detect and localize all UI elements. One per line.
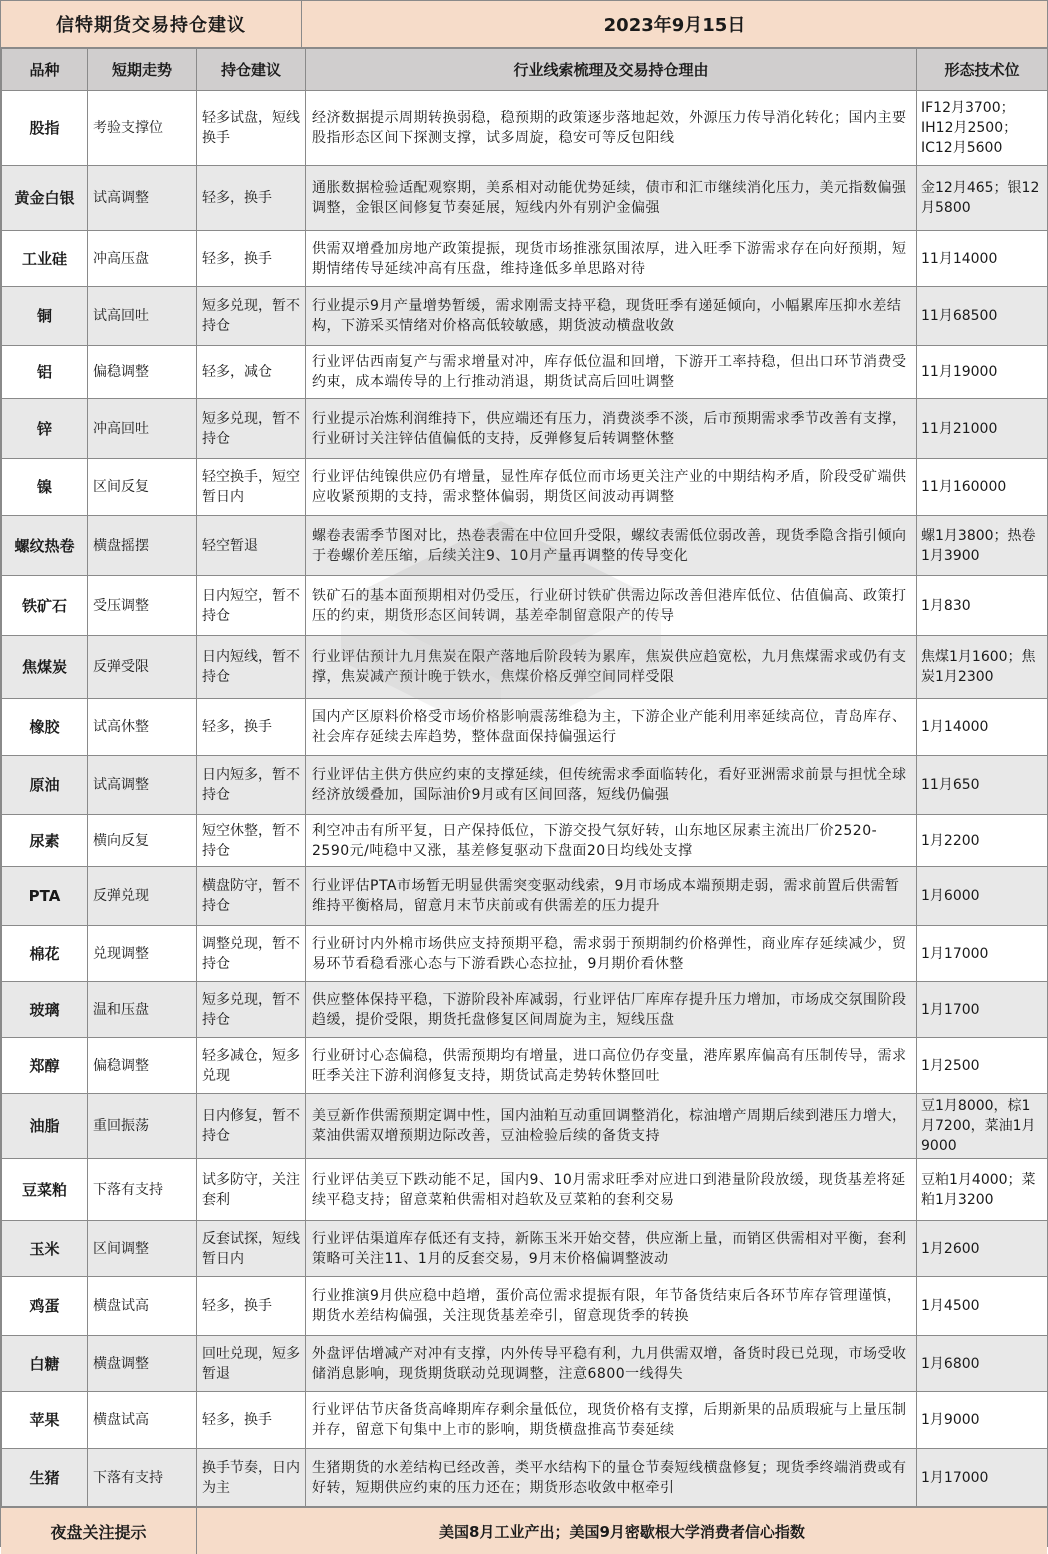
trend-cell: 考验支撑位 [88, 91, 197, 166]
variety-cell: 油脂 [2, 1094, 88, 1159]
table-row [2, 1392, 1048, 1449]
reason-cell: 铁矿石的基本面预期相对仍受压，行业研讨铁矿供需边际改善但港库低位、估值偏高、政策打压的约束，期货形态区间转调，基差牵制留意限产的传导 [306, 576, 917, 636]
reason-cell: 行业研讨心态偏稳，供需预期均有增量，进口高位仍存变量，港库累库偏高有压制传导，需求旺季关注下游利润修复支持，期货试高走势转休整回吐 [306, 1038, 917, 1094]
variety-cell: 铝 [2, 346, 88, 399]
reason-cell: 供应整体保持平稳，下游阶段补库减弱，行业评估厂库库存提升压力增加，市场成交氛围阶段趋缓，提价受限，期货托盘修复区间周旋为主，短线压盘 [306, 982, 917, 1038]
advice-cell: 轻多试盘，短线换手 [197, 91, 306, 166]
advice-cell: 试多防守，关注套利 [197, 1159, 306, 1221]
reason-cell: 通胀数据检验适配观察期，美系相对动能优势延续，债市和汇市继续消化压力，美元指数偏强调整，金银区间修复节奏延展，短线内外有别沪金偏强 [306, 166, 917, 231]
variety-cell: 原油 [2, 756, 88, 815]
tech-level-cell: 1月9000 [917, 1392, 1048, 1449]
advice-cell: 轻空暂退 [197, 516, 306, 576]
tech-level-cell: 豆粕1月4000；菜粕1月3200 [917, 1159, 1048, 1221]
reason-cell: 行业提示9月产量增势暂缓，需求刚需支持平稳，现货旺季有递延倾向，小幅累库压抑水差结构，下游采买情绪对价格高低较敏感，期货波动横盘收敛 [306, 287, 917, 346]
advice-cell: 轻多，换手 [197, 231, 306, 287]
column-header-advice: 持仓建议 [197, 49, 306, 91]
advice-cell: 调整兑现，暂不持仓 [197, 926, 306, 982]
tech-level-cell: 11月68500 [917, 287, 1048, 346]
variety-cell: 锌 [2, 399, 88, 459]
trend-cell: 横盘调整 [88, 1336, 197, 1392]
column-header-tech: 形态技术位 [917, 49, 1048, 91]
tech-level-cell: 1月6000 [917, 867, 1048, 926]
trend-cell: 区间调整 [88, 1221, 197, 1277]
variety-cell: PTA [2, 867, 88, 926]
table-row [2, 1221, 1048, 1277]
reason-cell: 行业评估美豆下跌动能不足，国内9、10月需求旺季对应进口到港量阶段放缓，现货基差将延续平稳支持；留意菜粕供需相对趋软及豆菜粕的套利交易 [306, 1159, 917, 1221]
table-row [2, 1449, 1048, 1507]
variety-cell: 苹果 [2, 1392, 88, 1449]
advice-cell: 轻多减仓，短多兑现 [197, 1038, 306, 1094]
reason-cell: 美豆新作供需预期定调中性，国内油粕互动重回调整消化，棕油增产周期后续到港压力增大，菜油供需双增预期边际改善，豆油检验后续的备货支持 [306, 1094, 917, 1159]
variety-cell: 尿素 [2, 815, 88, 867]
trend-cell: 冲高压盘 [88, 231, 197, 287]
reason-cell: 行业评估西南复产与需求增量对冲，库存低位温和回增，下游开工率持稳，但出口环节消费受约束，成本端传导的上行推动消退，期货试高后回吐调整 [306, 346, 917, 399]
tech-level-cell: 豆1月8000，棕1月7200，菜油1月9000 [917, 1094, 1048, 1159]
header-bar [1, 1, 1047, 48]
reason-cell: 行业评估预计九月焦炭在限产落地后阶段转为累库，焦炭供应趋宽松，九月焦煤需求或仍有支撑，焦炭减产预计晚于铁水，焦煤价格反弹空间同样受限 [306, 636, 917, 699]
trend-cell: 反弹受限 [88, 636, 197, 699]
table-row [2, 982, 1048, 1038]
advice-cell: 短空休整，暂不持仓 [197, 815, 306, 867]
tech-level-cell: 1月2600 [917, 1221, 1048, 1277]
variety-cell: 玻璃 [2, 982, 88, 1038]
tech-level-cell: 11月21000 [917, 399, 1048, 459]
reason-cell: 生猪期货的水差结构已经改善，类平水结构下的量仓节奏短线横盘修复；现货季终端消费或有好转，短期供应约束的压力还在；期货形态收敛中枢牵引 [306, 1449, 917, 1507]
table-row [2, 815, 1048, 867]
advice-cell: 轻多，换手 [197, 699, 306, 756]
trend-cell: 下落有支持 [88, 1449, 197, 1507]
reason-cell: 行业评估节庆备货高峰期库存剩余量低位，现货价格有支撑，后期新果的品质瑕疵与上量压制并存，留意下旬集中上市的影响，期货横盘推高节奏延续 [306, 1392, 917, 1449]
reason-cell: 螺卷表需季节图对比，热卷表需在中位回升受限，螺纹表需低位弱改善，现货季隐含指引倾向于卷螺价差压缩，后续关注9、10月产量再调整的传导变化 [306, 516, 917, 576]
advice-cell: 日内修复，暂不持仓 [197, 1094, 306, 1159]
trend-cell: 试高休整 [88, 699, 197, 756]
reason-cell: 行业提示冶炼利润维持下，供应端还有压力，消费淡季不淡，后市预期需求季节改善有支撑，行业研讨关注锌估值偏低的支持，反弹修复后转调整休整 [306, 399, 917, 459]
table-row [2, 926, 1048, 982]
variety-cell: 铜 [2, 287, 88, 346]
table-row [2, 576, 1048, 636]
table-row [2, 91, 1048, 166]
trend-cell: 横盘试高 [88, 1277, 197, 1336]
advice-cell: 日内短空，暂不持仓 [197, 576, 306, 636]
tech-level-cell: 1月1700 [917, 982, 1048, 1038]
variety-cell: 棉花 [2, 926, 88, 982]
trend-cell: 兑现调整 [88, 926, 197, 982]
reason-cell: 行业评估PTA市场暂无明显供需突变驱动线索，9月市场成本端预期走弱，需求前置后供需暂维持平衡格局，留意月末节庆前或有供需差的压力提升 [306, 867, 917, 926]
trend-cell: 重回振荡 [88, 1094, 197, 1159]
trend-cell: 区间反复 [88, 459, 197, 516]
variety-cell: 黄金白银 [2, 166, 88, 231]
reason-cell: 国内产区原料价格受市场价格影响震荡维稳为主，下游企业产能利用率延续高位，青岛库存、社会库存延续去库趋势，整体盘面保持偏强运行 [306, 699, 917, 756]
trend-cell: 偏稳调整 [88, 1038, 197, 1094]
tech-level-cell: 1月6800 [917, 1336, 1048, 1392]
reason-cell: 行业评估纯镍供应仍有增量，显性库存低位而市场更关注产业的中期结构矛盾，阶段受矿端供应收紧预期的支持，需求整体偏弱，期货区间波动再调整 [306, 459, 917, 516]
reason-cell: 行业评估渠道库存低还有支持，新陈玉米开始交替，供应渐上量，而销区供需相对平衡，套利策略可关注11、1月的反套交易，9月末价格偏调整波动 [306, 1221, 917, 1277]
table-row [2, 399, 1048, 459]
tech-level-cell: 焦煤1月1600；焦炭1月2300 [917, 636, 1048, 699]
tech-level-cell: 1月14000 [917, 699, 1048, 756]
variety-cell: 豆菜粕 [2, 1159, 88, 1221]
advice-cell: 短多兑现，暂不持仓 [197, 287, 306, 346]
table-row [2, 1277, 1048, 1336]
table-row [2, 166, 1048, 231]
advice-cell: 日内短线，暂不持仓 [197, 636, 306, 699]
trend-cell: 下落有支持 [88, 1159, 197, 1221]
advice-cell: 轻多，减仓 [197, 346, 306, 399]
column-header-variety: 品种 [2, 49, 88, 91]
trend-cell: 横向反复 [88, 815, 197, 867]
tech-level-cell: 1月2500 [917, 1038, 1048, 1094]
advice-cell: 轻空换手，短空暂日内 [197, 459, 306, 516]
trend-cell: 试高回吐 [88, 287, 197, 346]
table-row [2, 346, 1048, 399]
advice-cell: 轻多，换手 [197, 1392, 306, 1449]
tech-level-cell: 11月14000 [917, 231, 1048, 287]
variety-cell: 螺纹热卷 [2, 516, 88, 576]
variety-cell: 郑醇 [2, 1038, 88, 1094]
tech-level-cell: IF12月3700；IH12月2500；IC12月5600 [917, 91, 1048, 166]
advice-cell: 短多兑现，暂不持仓 [197, 982, 306, 1038]
reason-cell: 行业推演9月供应稳中趋增，蛋价高位需求提振有限，年节备货结束后各环节库存管理谨慎，期货水差结构偏强，关注现货基差牵引，留意现货季的转换 [306, 1277, 917, 1336]
sheet-title: 信特期货交易持仓建议 [1, 1, 302, 47]
variety-cell: 鸡蛋 [2, 1277, 88, 1336]
reason-cell: 行业评估主供方供应约束的支撑延续，但传统需求季面临转化，看好亚洲需求前景与担忧全球经济放缓叠加，国际油价9月或有区间回落，短线仍偏强 [306, 756, 917, 815]
tech-level-cell: 1月17000 [917, 1449, 1048, 1507]
variety-cell: 玉米 [2, 1221, 88, 1277]
tech-level-cell: 1月2200 [917, 815, 1048, 867]
reason-cell: 利空冲击有所平复，日产保持低位，下游交投气氛好转，山东地区尿素主流出厂价2520-2590元/吨稳中又涨，基差修复驱动下盘面20日均线处支撑 [306, 815, 917, 867]
trend-cell: 试高调整 [88, 166, 197, 231]
table-row [2, 1094, 1048, 1159]
table-row [2, 287, 1048, 346]
table-row [2, 516, 1048, 576]
column-header-trend: 短期走势 [88, 49, 197, 91]
trend-cell: 横盘摇摆 [88, 516, 197, 576]
advice-cell: 轻多，换手 [197, 166, 306, 231]
trend-cell: 偏稳调整 [88, 346, 197, 399]
tech-level-cell: 11月650 [917, 756, 1048, 815]
column-header-row [2, 49, 1048, 91]
column-header-reason: 行业线索梳理及交易持仓理由 [306, 49, 917, 91]
trend-cell: 受压调整 [88, 576, 197, 636]
table-row [2, 636, 1048, 699]
table-row [2, 756, 1048, 815]
tech-level-cell: 1月830 [917, 576, 1048, 636]
variety-cell: 镍 [2, 459, 88, 516]
sheet-date: 2023年9月15日 [603, 15, 746, 36]
reason-cell: 经济数据提示周期转换弱稳，稳预期的政策逐步落地起效，外源压力传导消化转化；国内主要股指形态区间下探测支撑，试多周旋，稳安可等反包阳线 [306, 91, 917, 166]
advice-cell: 短多兑现，暂不持仓 [197, 399, 306, 459]
trend-cell: 温和压盘 [88, 982, 197, 1038]
advice-cell: 横盘防守，暂不持仓 [197, 867, 306, 926]
advice-cell: 轻多，换手 [197, 1277, 306, 1336]
trend-cell: 横盘试高 [88, 1392, 197, 1449]
reason-cell: 供需双增叠加房地产政策提振，现货市场推涨氛围浓厚，进入旺季下游需求存在向好预期，短期情绪传导延续冲高有压盘，维持逢低多单思路对待 [306, 231, 917, 287]
advice-cell: 日内短多，暂不持仓 [197, 756, 306, 815]
table-row [2, 1159, 1048, 1221]
night-session-label: 夜盘关注提示 [1, 1508, 197, 1554]
table-row [2, 699, 1048, 756]
reason-cell: 外盘评估增减产对冲有支撑，内外传导平稳有利，九月供需双增，备货时段已兑现，市场受收储消息影响，现货期货联动兑现调整，注意6800一线得失 [306, 1336, 917, 1392]
variety-cell: 铁矿石 [2, 576, 88, 636]
tech-level-cell: 11月19000 [917, 346, 1048, 399]
tech-level-cell: 1月4500 [917, 1277, 1048, 1336]
table-row [2, 1038, 1048, 1094]
advice-cell: 反套试探，短线暂日内 [197, 1221, 306, 1277]
advice-cell: 回吐兑现，短多暂退 [197, 1336, 306, 1392]
trend-cell: 反弹兑现 [88, 867, 197, 926]
variety-cell: 生猪 [2, 1449, 88, 1507]
trend-cell: 冲高回吐 [88, 399, 197, 459]
advice-cell: 换手节奏，日内为主 [197, 1449, 306, 1507]
variety-cell: 橡胶 [2, 699, 88, 756]
variety-cell: 工业硅 [2, 231, 88, 287]
trend-cell: 试高调整 [88, 756, 197, 815]
table-row [2, 867, 1048, 926]
advice-table [1, 48, 1048, 1507]
reason-cell: 行业研讨内外棉市场供应支持预期平稳，需求弱于预期制约价格弹性，商业库存延续减少，贸易环节看稳看涨心态与下游看跌心态拉扯，9月期价看休整 [306, 926, 917, 982]
night-session-text: 美国8月工业产出；美国9月密歇根大学消费者信心指数 [439, 1522, 805, 1541]
tech-level-cell: 金12月465；银12月5800 [917, 166, 1048, 231]
variety-cell: 股指 [2, 91, 88, 166]
table-row [2, 459, 1048, 516]
variety-cell: 白糖 [2, 1336, 88, 1392]
table-row [2, 1336, 1048, 1392]
table-row [2, 231, 1048, 287]
tech-level-cell: 11月160000 [917, 459, 1048, 516]
tech-level-cell: 螺1月3800；热卷1月3900 [917, 516, 1048, 576]
tech-level-cell: 1月17000 [917, 926, 1048, 982]
variety-cell: 焦煤炭 [2, 636, 88, 699]
